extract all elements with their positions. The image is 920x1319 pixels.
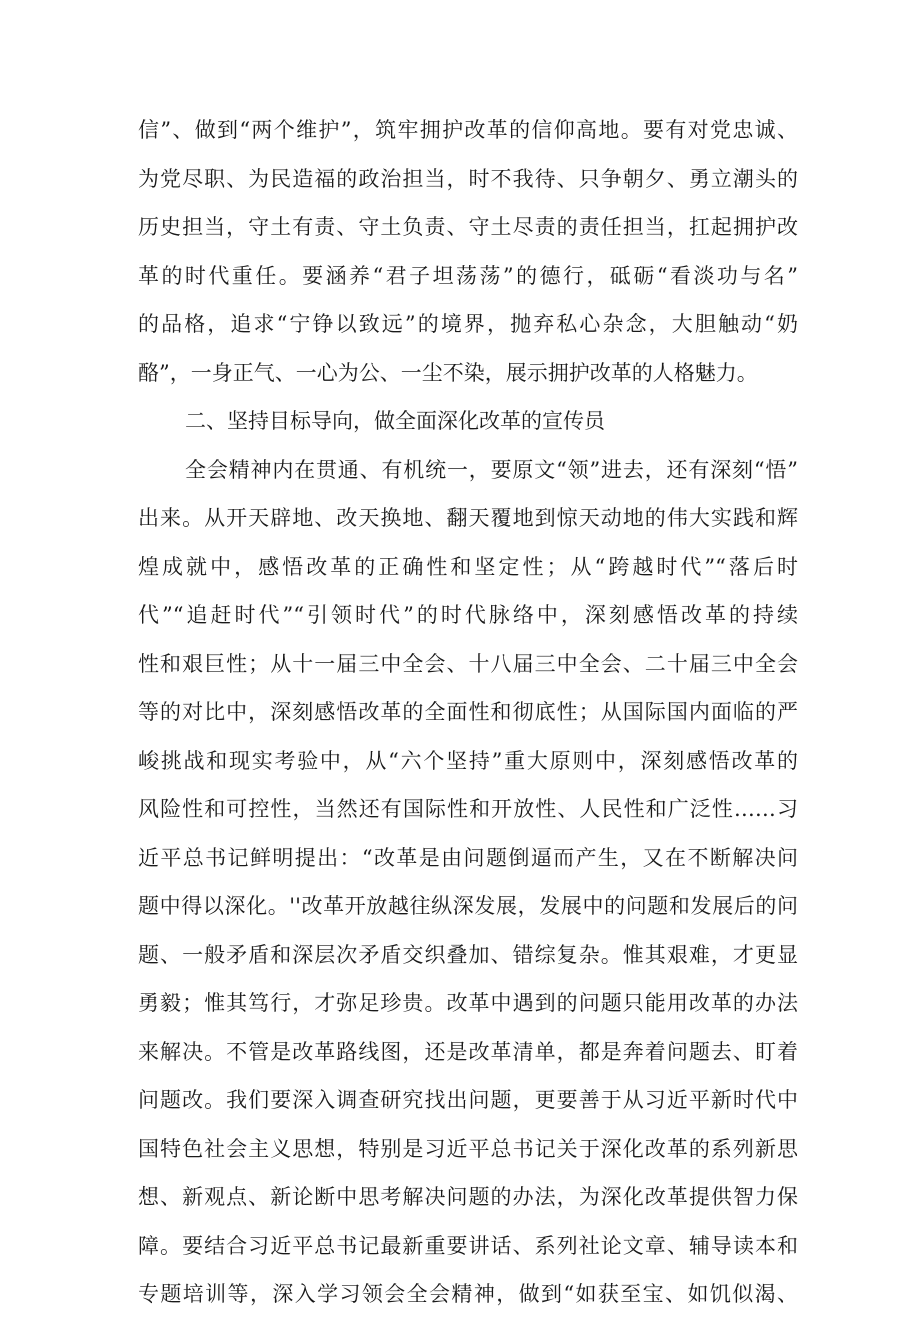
text-line: 历史担当，守土有责、守土负责、守土尽责的责任担当，扛起拥护改 (138, 215, 798, 239)
text-line: 全会精神内在贯通、有机统一，要原文“领”进去，还有深刻“悟” (185, 457, 798, 482)
text-line: 峻挑战和现实考验中，从“六个坚持”重大原则中，深刻感悟改革的 (138, 748, 798, 773)
text-line: 酪”，一身正气、一心为公、一尘不染，展示拥护改革的人格魅力。 (138, 360, 758, 385)
text-line: 的品格，追求“宁铮以致远”的境界，抛弃私心杂念，大胆触动“奶 (138, 312, 798, 336)
text-line: 问题改。我们要深入调查研究找出问题，更要善于从习近平新时代中 (138, 1088, 798, 1112)
text-line: 想、新观点、新论断中思考解决问题的办法，为深化改革提供智力保 (138, 1185, 798, 1209)
text-line: 近平总书记鲜明提出：“改革是由问题倒逼而产生，又在不断解决问 (138, 845, 798, 870)
text-line: 风险性和可控性，当然还有国际性和开放性、人民性和广泛性……习 (138, 797, 798, 821)
text-line: 专题培训等，深入学习领会全会精神，做到“如获至宝、如饥似渴、 (138, 1282, 798, 1306)
text-line: 煌成就中，感悟改革的正确性和坚定性；从“跨越时代”“落后时 (138, 554, 798, 579)
text-line: 出来。从开天辟地、改天换地、翻天覆地到惊天动地的伟大实践和辉 (138, 506, 798, 530)
text-line: 为党尽职、为民造福的政治担当，时不我待、只争朝夕、勇立潮头的 (138, 166, 798, 191)
text-line: 障。要结合习近平总书记最新重要讲话、系列社论文章、辅导读本和 (138, 1233, 798, 1258)
section-heading: 二、坚持目标导向，做全面深化改革的宣传员 (185, 409, 605, 433)
text-line: 勇毅；惟其笃行，才弥足珍贵。改革中遇到的问题只能用改革的办法 (138, 991, 798, 1015)
text-line: 信”、做到“两个维护”，筑牢拥护改革的信仰高地。要有对党忠诚、 (138, 118, 798, 142)
text-line: 题、一般矛盾和深层次矛盾交织叠加、错综复杂。惟其艰难，才更显 (138, 942, 798, 967)
text-line: 革的时代重任。要涵养“君子坦荡荡”的德行，砥砺“看淡功与名” (138, 263, 798, 288)
text-line: 等的对比中，深刻感悟改革的全面性和彻底性；从国际国内面临的严 (138, 700, 798, 724)
text-line: 国特色社会主义思想，特别是习近平总书记关于深化改革的系列新思 (138, 1136, 798, 1161)
text-line: 来解决。不管是改革路线图，还是改革清单，都是奔着问题去、盯着 (138, 1039, 798, 1064)
text-line: 性和艰巨性；从十一届三中全会、十八届三中全会、二十届三中全会 (138, 651, 798, 676)
body-text (138, 106, 798, 1319)
text-line: 题中得以深化。''改革开放越往纵深发展，发展中的问题和发展后的问 (138, 894, 798, 918)
text-line: 代”“追赶时代”“引领时代”的时代脉络中，深刻感悟改革的持续 (138, 603, 798, 627)
